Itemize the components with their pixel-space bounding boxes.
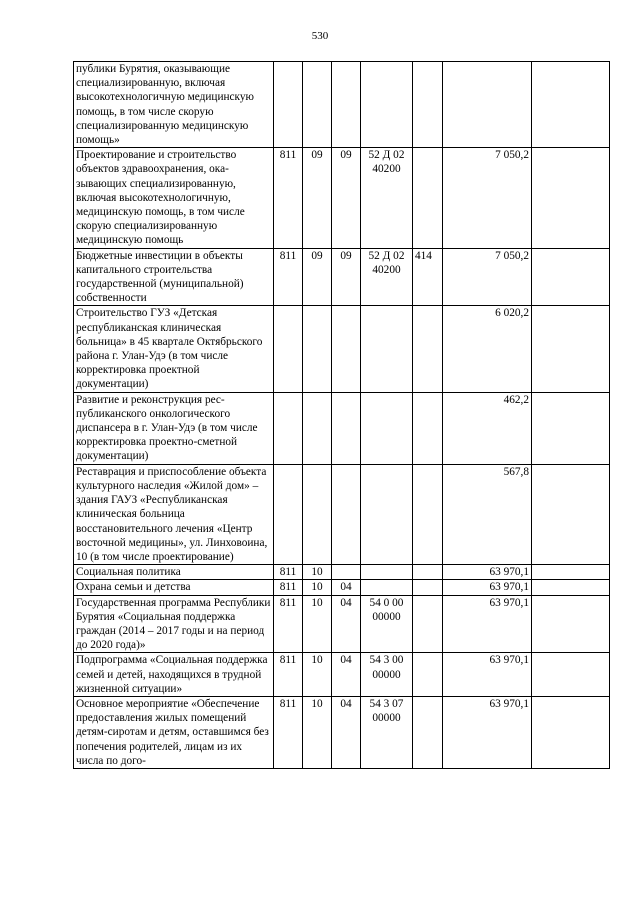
subsection-code-cell [332, 392, 361, 464]
amount-cell: 63 970,1 [443, 595, 532, 653]
grbs-code-cell: 811 [274, 653, 303, 697]
expense-type-cell [413, 595, 443, 653]
expense-type-cell [413, 148, 443, 248]
section-code-cell [303, 464, 332, 564]
item-name-cell: Основное мероприятие «Обеспечение предоставления жилых помещений детям-сиротам и детям, оставшимся без попечения родителей, лицам из их числа по дого- [74, 696, 274, 768]
grbs-code-cell: 811 [274, 248, 303, 306]
target-article-cell [361, 565, 413, 580]
extra-cell [532, 696, 610, 768]
expense-type-cell [413, 653, 443, 697]
target-article-cell [361, 580, 413, 595]
target-article-cell: 52 Д 02 40200 [361, 248, 413, 306]
table-row [74, 696, 610, 768]
amount-cell: 7 050,2 [443, 248, 532, 306]
target-article-cell [361, 306, 413, 392]
section-code-cell: 10 [303, 595, 332, 653]
expense-type-cell [413, 696, 443, 768]
amount-cell: 63 970,1 [443, 653, 532, 697]
extra-cell [532, 653, 610, 697]
expense-type-cell: 414 [413, 248, 443, 306]
item-name-cell: Реставрация и приспособление объекта культурного наследия «Жилой дом» – здания ГАУЗ «Республиканская клиническая больница восстановительного лечения «Центр восточной медицины», ул. Линховоина, 10 (в том числе проектирование) [74, 464, 274, 564]
extra-cell [532, 392, 610, 464]
target-article-cell [361, 62, 413, 148]
table-row [74, 653, 610, 697]
amount-cell: 462,2 [443, 392, 532, 464]
subsection-code-cell: 04 [332, 580, 361, 595]
expense-type-cell [413, 392, 443, 464]
amount-cell: 7 050,2 [443, 148, 532, 248]
grbs-code-cell: 811 [274, 148, 303, 248]
subsection-code-cell [332, 565, 361, 580]
item-name-cell: Подпрограмма «Социальная поддержка семей и детей, находящихся в трудной жизненной ситуации» [74, 653, 274, 697]
extra-cell [532, 464, 610, 564]
amount-cell: 63 970,1 [443, 580, 532, 595]
table-row [74, 248, 610, 306]
target-article-cell [361, 464, 413, 564]
grbs-code-cell: 811 [274, 595, 303, 653]
subsection-code-cell: 09 [332, 148, 361, 248]
section-code-cell: 10 [303, 580, 332, 595]
target-article-cell: 54 3 07 00000 [361, 696, 413, 768]
section-code-cell: 09 [303, 148, 332, 248]
section-code-cell [303, 306, 332, 392]
item-name-cell: Строительство ГУЗ «Детская республиканская клиническая больница» в 45 квартале Октябрьского района г. Улан-Удэ (в том числе корректировка проектной документации) [74, 306, 274, 392]
target-article-cell [361, 392, 413, 464]
grbs-code-cell: 811 [274, 565, 303, 580]
section-code-cell: 09 [303, 248, 332, 306]
grbs-code-cell [274, 306, 303, 392]
table-row [74, 62, 610, 148]
subsection-code-cell: 04 [332, 595, 361, 653]
subsection-code-cell [332, 62, 361, 148]
table-row [74, 580, 610, 595]
expense-type-cell [413, 565, 443, 580]
item-name-cell: Социальная политика [74, 565, 274, 580]
amount-cell: 63 970,1 [443, 565, 532, 580]
target-article-cell: 54 3 00 00000 [361, 653, 413, 697]
grbs-code-cell [274, 62, 303, 148]
amount-cell [443, 62, 532, 148]
item-name-cell: Развитие и реконструкция республиканского онкологического диспансера в г. Улан-Удэ (в том числе корректировка проектно-сметной документации) [74, 392, 274, 464]
grbs-code-cell [274, 464, 303, 564]
extra-cell [532, 595, 610, 653]
table-row [74, 595, 610, 653]
expense-type-cell [413, 62, 443, 148]
subsection-code-cell [332, 464, 361, 564]
expense-type-cell [413, 306, 443, 392]
expense-type-cell [413, 464, 443, 564]
table-row [74, 565, 610, 580]
extra-cell [532, 148, 610, 248]
item-name-cell: Государственная программа Республики Бурятия «Социальная поддержка граждан (2014 – 2017 годы и на период до 2020 года)» [74, 595, 274, 653]
section-code-cell [303, 392, 332, 464]
section-code-cell: 10 [303, 653, 332, 697]
table-row [74, 464, 610, 564]
subsection-code-cell: 09 [332, 248, 361, 306]
page-number: 530 [311, 30, 329, 42]
amount-cell: 567,8 [443, 464, 532, 564]
grbs-code-cell: 811 [274, 580, 303, 595]
target-article-cell: 52 Д 02 40200 [361, 148, 413, 248]
grbs-code-cell: 811 [274, 696, 303, 768]
section-code-cell: 10 [303, 696, 332, 768]
extra-cell [532, 565, 610, 580]
grbs-code-cell [274, 392, 303, 464]
extra-cell [532, 248, 610, 306]
subsection-code-cell: 04 [332, 696, 361, 768]
item-name-cell: Бюджетные инвестиции в объекты капитального строительства государственной (муниципальной) собственности [74, 248, 274, 306]
budget-table [73, 61, 610, 769]
extra-cell [532, 62, 610, 148]
item-name-cell: Проектирование и строительство объектов здравоохранения, оказывающих специализированную, включая высокотехнологичную, медицинскую помощь, в том числе скорую специализированную медицинскую помощь [74, 148, 274, 248]
target-article-cell: 54 0 00 00000 [361, 595, 413, 653]
item-name-cell: Охрана семьи и детства [74, 580, 274, 595]
table-row [74, 392, 610, 464]
section-code-cell [303, 62, 332, 148]
subsection-code-cell: 04 [332, 653, 361, 697]
table-row [74, 148, 610, 248]
amount-cell: 6 020,2 [443, 306, 532, 392]
extra-cell [532, 306, 610, 392]
table-row [74, 306, 610, 392]
amount-cell: 63 970,1 [443, 696, 532, 768]
section-code-cell: 10 [303, 565, 332, 580]
item-name-cell: публики Бурятия, оказывающие специализированную, включая высокотехнологичную медицинскую помощь, в том числе скорую специализированную медицинскую помощь» [74, 62, 274, 148]
extra-cell [532, 580, 610, 595]
expense-type-cell [413, 580, 443, 595]
subsection-code-cell [332, 306, 361, 392]
